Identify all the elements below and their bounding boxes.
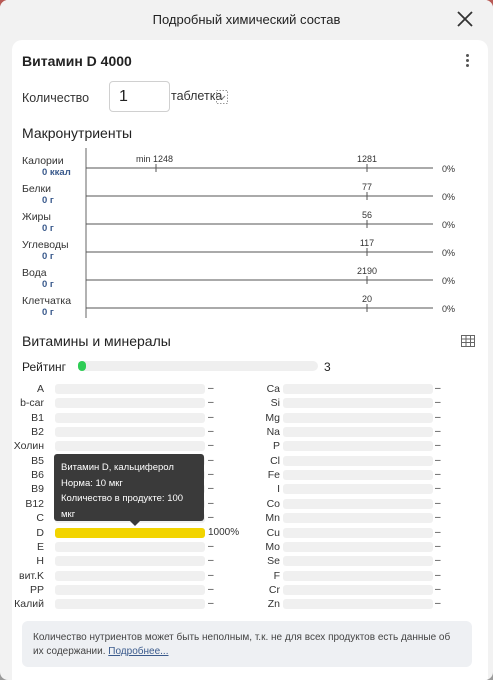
more-vertical-icon [462, 54, 472, 67]
tooltip-unit: мкг [61, 508, 76, 520]
nutrient-value: – [208, 454, 214, 466]
nutrient-row[interactable] [12, 426, 488, 439]
rating-bar-fill [78, 361, 86, 371]
macro-norm-label: 20 [361, 294, 373, 304]
rating-value: 3 [324, 360, 331, 374]
nutrient-value: – [208, 411, 214, 423]
nutrient-bar [283, 499, 433, 509]
nutrient-bar [283, 585, 433, 595]
nutrient-name: Cu [266, 526, 280, 539]
macro-name: Калории [22, 155, 64, 167]
nutrient-value: – [208, 483, 214, 495]
nutrient-value: – [208, 598, 214, 610]
nutrient-name: Mg [265, 411, 280, 424]
nutrient-bar [283, 542, 433, 552]
nutrient-name: вит.K [18, 569, 44, 582]
nutrient-name: B2 [31, 426, 44, 439]
macro-name: Вода [22, 267, 47, 279]
nutrient-value: – [435, 397, 441, 409]
nutrient-value: – [435, 469, 441, 481]
nutrient-value: – [208, 569, 214, 581]
nutrient-name: H [36, 555, 44, 568]
nutrient-value: – [435, 555, 441, 567]
nutrient-bar [283, 398, 433, 408]
nutrient-bar [283, 427, 433, 437]
modal-header [0, 0, 493, 40]
nutrient-row[interactable] [12, 570, 488, 583]
nutrient-name: Zn [267, 598, 280, 611]
nutrient-value: – [435, 454, 441, 466]
nutrient-name: Калий [14, 598, 44, 611]
close-button[interactable] [455, 9, 475, 29]
macro-percent: 0% [442, 276, 456, 286]
nutrient-name: b-car [20, 397, 44, 410]
nutrient-value: – [435, 483, 441, 495]
nutrient-row[interactable] [12, 555, 488, 568]
nutrient-value: – [435, 440, 441, 452]
nutrient-value: – [208, 583, 214, 595]
nutrient-tooltip [54, 454, 204, 521]
nutrient-name: C [36, 512, 44, 525]
nutrient-bar [283, 528, 433, 538]
modal-title: Подробный химический состав [152, 12, 341, 27]
nutrient-bar [283, 441, 433, 451]
macro-min-label: min 1248 [136, 154, 174, 164]
close-icon [455, 9, 475, 29]
info-note [22, 621, 472, 667]
nutrient-name: Na [266, 426, 280, 439]
nutrient-value: – [435, 411, 441, 423]
rating-bar [78, 361, 318, 371]
nutrient-name: P [272, 440, 280, 453]
macro-percent: 0% [442, 304, 456, 314]
nutrient-value: – [208, 540, 214, 552]
composition-card [12, 40, 488, 680]
nutrient-name: A [36, 383, 44, 395]
nutrient-value: – [435, 526, 441, 538]
more-info-link[interactable]: Подробнее... [108, 646, 169, 657]
nutrient-name: Cr [268, 583, 280, 596]
nutrient-row[interactable] [12, 527, 488, 540]
nutrient-name: Co [266, 497, 280, 510]
nutrient-value: – [208, 469, 214, 481]
macro-amount: 0 г [42, 279, 54, 290]
tooltip-arrow [130, 521, 140, 526]
nutrient-name: B6 [31, 469, 44, 482]
macro-name: Белки [22, 183, 51, 195]
nutrient-row[interactable] [12, 598, 488, 611]
nutrient-name: B5 [31, 454, 44, 467]
nutrient-name: Mo [265, 540, 280, 553]
nutrient-value: – [208, 512, 214, 524]
nutrient-value: – [435, 512, 441, 524]
nutrient-value: – [435, 540, 441, 552]
rating-label: Рейтинг [22, 360, 67, 374]
nutrient-bar [283, 513, 433, 523]
nutrient-name: Холин [13, 440, 44, 453]
nutrient-name: Si [270, 397, 280, 410]
unit-select[interactable]: таблетка [171, 89, 223, 103]
macro-amount: 0 г [42, 223, 54, 234]
nutrient-bar [283, 556, 433, 566]
nutrient-row[interactable] [12, 584, 488, 597]
nutrient-row[interactable] [12, 541, 488, 554]
nutrient-value: – [208, 426, 214, 438]
macro-amount: 0 ккал [42, 167, 71, 178]
macro-norm-label: 56 [361, 210, 373, 220]
nutrient-value: – [435, 583, 441, 595]
nutrient-name: PP [29, 583, 44, 596]
nutrient-value: – [208, 440, 214, 452]
tooltip-amount: Количество в продукте: 100 [61, 493, 184, 504]
macro-norm-label: 1281 [356, 154, 378, 164]
macro-name: Клетчатка [22, 295, 72, 307]
nutrient-name: B9 [31, 483, 44, 496]
macro-amount: 0 г [42, 307, 54, 318]
macro-amount: 0 г [42, 195, 54, 206]
nutrient-value: 1000% [208, 526, 240, 538]
nutrient-value: – [208, 397, 214, 409]
macro-name: Жиры [22, 211, 51, 223]
nutrient-row[interactable] [12, 397, 488, 410]
macro-percent: 0% [442, 248, 456, 258]
nutrient-name: D [36, 526, 44, 539]
nutrient-value: – [435, 426, 441, 438]
macro-norm-label: 117 [359, 238, 375, 248]
nutrient-name: Ca [266, 383, 280, 395]
nutrient-name: B1 [31, 411, 44, 424]
nutrient-value: – [435, 497, 441, 509]
quantity-label: Количество [22, 91, 90, 105]
nutrient-value: – [208, 555, 214, 567]
table-view-icon[interactable] [461, 334, 475, 348]
more-options-button[interactable] [462, 54, 472, 70]
vitamins-title: Витамины и минералы [22, 333, 171, 349]
nutrient-name: Cl [270, 454, 280, 467]
nutrient-bar [283, 484, 433, 494]
macronutrients-title: Макронутриенты [22, 125, 133, 141]
macro-percent: 0% [442, 220, 456, 230]
tooltip-title: Витамин D, кальциферол [61, 462, 174, 473]
nutrient-bar [283, 384, 433, 394]
macro-name: Углеводы [22, 239, 69, 251]
nutrient-name: I [277, 483, 280, 496]
nutrient-value: – [435, 598, 441, 610]
note-text: Количество нутриентов может быть неполным, т.к. не для всех продуктов есть данные об их содержании. [33, 632, 451, 657]
nutrient-name: Fe [267, 469, 280, 482]
tooltip-norm: Норма: 10 мкг [61, 477, 123, 489]
nutrient-bar [283, 470, 433, 480]
macronutrients-chart [12, 148, 488, 318]
nutrient-value: – [435, 383, 441, 394]
nutrient-bar [283, 456, 433, 466]
macro-percent: 0% [442, 164, 456, 174]
nutrient-name: Mn [265, 512, 280, 525]
nutrient-value: – [435, 569, 441, 581]
macro-norm-label: 77 [361, 182, 373, 192]
unit-dropdown-icon[interactable] [216, 90, 228, 104]
nutrient-bar [283, 571, 433, 581]
nutrient-name: Se [267, 555, 280, 568]
macro-norm-label: 2190 [356, 266, 378, 276]
nutrient-row[interactable] [12, 412, 488, 425]
macro-amount: 0 г [42, 251, 54, 262]
nutrient-name: E [36, 540, 44, 553]
nutrient-row[interactable] [12, 440, 488, 453]
nutrient-name: F [273, 569, 280, 582]
nutrient-value: – [208, 383, 214, 394]
nutrient-bar [283, 599, 433, 609]
nutrient-row[interactable] [12, 383, 488, 396]
nutrient-value: – [208, 497, 214, 509]
quantity-input[interactable] [109, 81, 170, 112]
nutrient-name: B12 [25, 497, 44, 510]
product-title: Витамин D 4000 [22, 53, 132, 69]
nutrient-bar [283, 413, 433, 423]
macro-percent: 0% [442, 192, 456, 202]
